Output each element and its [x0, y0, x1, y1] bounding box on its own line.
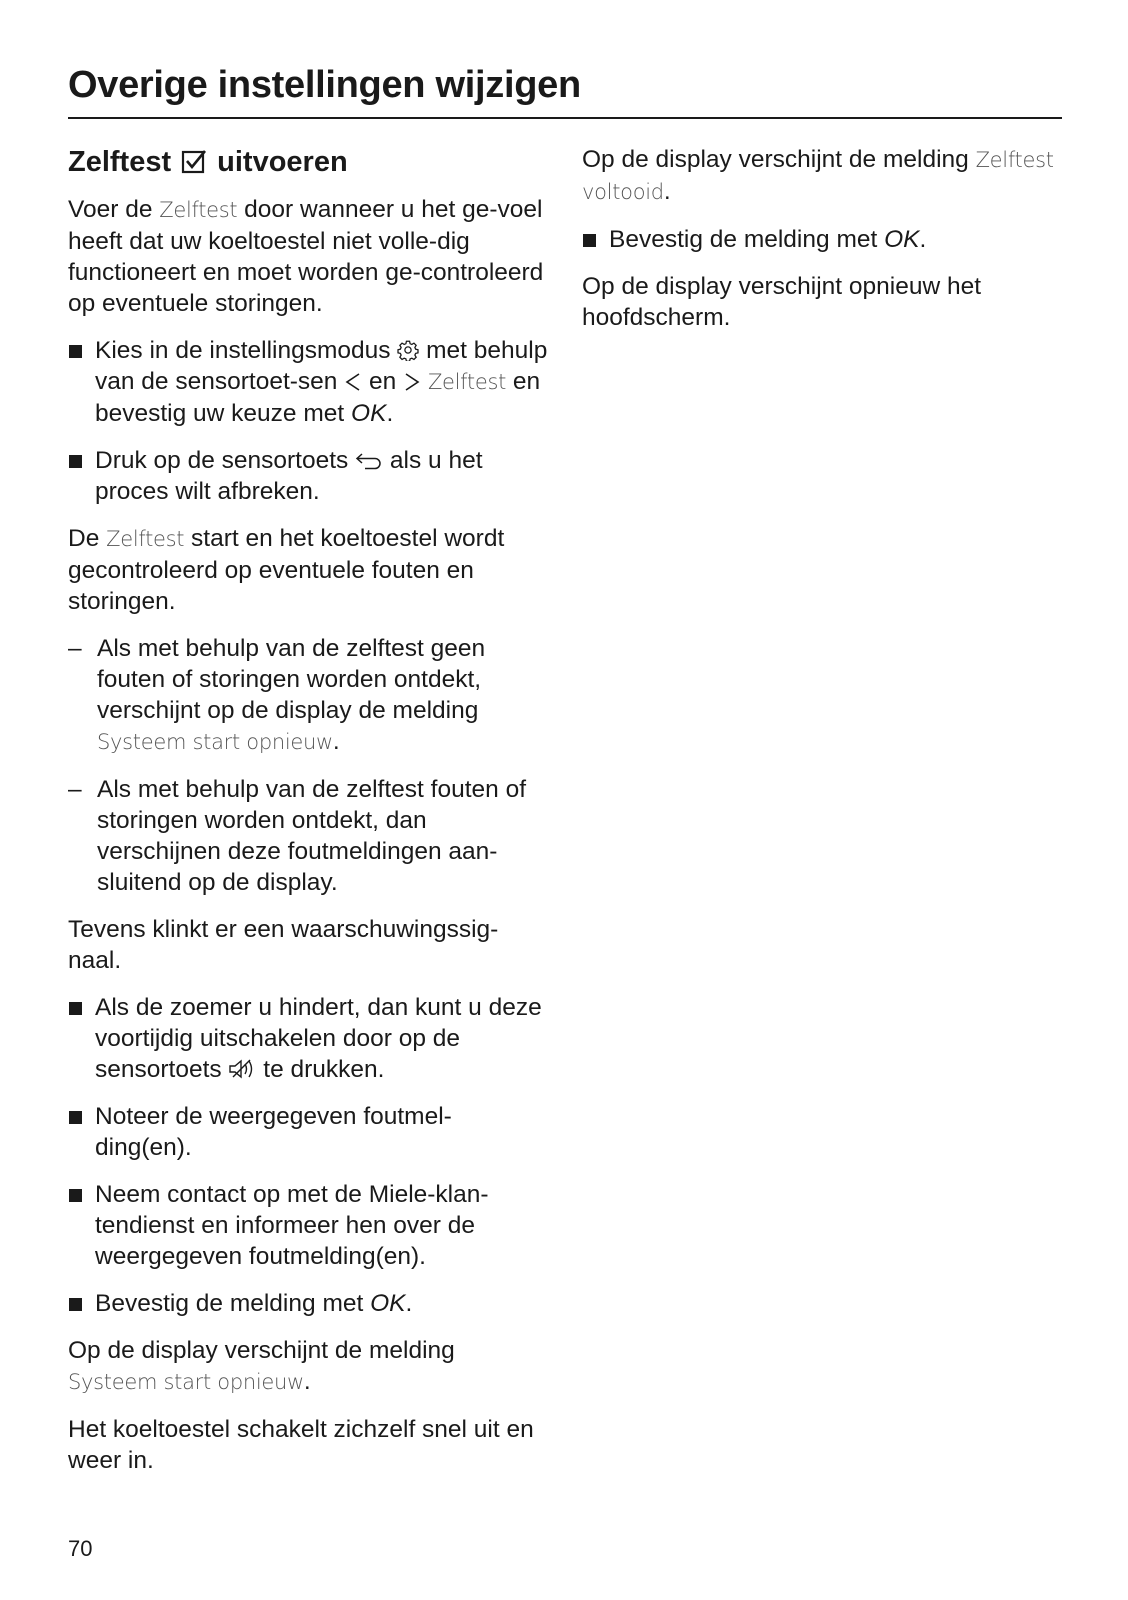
chevron-right-icon — [403, 372, 421, 392]
result-no-faults: – Als met behulp van de zelftest geen fouten of storingen worden ontdekt, verschijnt op de display de melding Systeem start opnieuw. — [68, 635, 486, 755]
instruction-confirm: Bevestig de melding met OK. — [68, 1288, 548, 1319]
section-title-pre: Zelftest — [68, 146, 172, 178]
page-title: Overige instellingen wijzigen — [68, 64, 581, 106]
bullet-marker — [69, 1298, 82, 1311]
gear-icon — [397, 339, 419, 361]
completed-message-paragraph: Op de display verschijnt de melding Zelftest voltooid. — [582, 146, 1054, 205]
dash-marker: – — [68, 635, 82, 662]
bullet-marker — [69, 1189, 82, 1202]
header-rule — [68, 117, 1062, 119]
display-text: Zelftest — [106, 527, 185, 551]
bullet-marker — [69, 1002, 82, 1015]
ok-key: OK — [370, 1290, 406, 1317]
display-text: Systeem start opnieuw — [97, 730, 333, 754]
display-text: Zelftest — [427, 370, 507, 394]
instruction-confirm-final: Bevestig de melding met OK. — [582, 224, 1062, 255]
bullet-marker — [69, 345, 82, 358]
section-heading — [68, 144, 548, 180]
bullet-marker — [583, 234, 596, 247]
left-column — [68, 144, 548, 1492]
back-arrow-icon — [355, 451, 383, 471]
intro-paragraph: Voer de Zelftest door wanneer u het ge-voel heeft dat uw koeltoestel niet volle-dig functioneert en moet worden ge-controleerd op eventuele storingen. — [68, 196, 544, 317]
instruction-contact-service: Neem contact op met de Miele-klan-tendienst en informeer hen over de weergegeven foutmelding(en). — [68, 1179, 548, 1272]
display-text: Zelftest — [159, 198, 238, 222]
chevron-left-icon — [344, 372, 362, 392]
start-paragraph: De Zelftest start en het koeltoestel wordt gecontroleerd op eventuele fouten en storingen. — [68, 525, 505, 615]
home-screen-paragraph: Op de display verschijnt opnieuw het hoofdscherm. — [582, 273, 982, 331]
instruction-note-faults: Noteer de weergegeven foutmel-ding(en). — [68, 1101, 548, 1163]
instruction-cancel: Druk op de sensortoets als u het proces wilt afbreken. — [68, 445, 548, 507]
bullet-marker — [69, 1111, 82, 1124]
warning-signal-paragraph: Tevens klinkt er een waarschuwingssig-naal. — [68, 916, 499, 974]
instruction-mute-buzzer: Als de zoemer u hindert, dan kunt u deze voortijdig uitschakelen door op de sensortoets te drukken. — [68, 992, 548, 1085]
bullet-marker — [69, 455, 82, 468]
result-faults: – Als met behulp van de zelftest fouten of storingen worden ontdekt, dan verschijnen deze foutmeldingen aan-sluitend op de display. — [68, 776, 527, 896]
ok-key: OK — [884, 226, 920, 253]
display-text: Zelftest voltooid — [582, 148, 1054, 204]
display-text: Systeem start opnieuw — [68, 1370, 304, 1394]
instruction-select-selftest: Kies in de instellingsmodus met behulp van de sensortoet-sen en Zelftest en bevestig uw keuze met OK. — [68, 335, 548, 429]
mute-speaker-icon — [228, 1058, 256, 1080]
restart-paragraph: Het koeltoestel schakelt zichzelf snel uit en weer in. — [68, 1416, 534, 1474]
checkbox-check-icon — [181, 149, 207, 175]
restart-message-paragraph: Op de display verschijnt de melding Systeem start opnieuw. — [68, 1337, 455, 1395]
ok-key: OK — [351, 400, 387, 427]
dash-marker: – — [68, 776, 82, 803]
right-column — [582, 144, 1062, 349]
section-title-post: uitvoeren — [217, 146, 348, 178]
page-number: 70 — [68, 1536, 93, 1561]
